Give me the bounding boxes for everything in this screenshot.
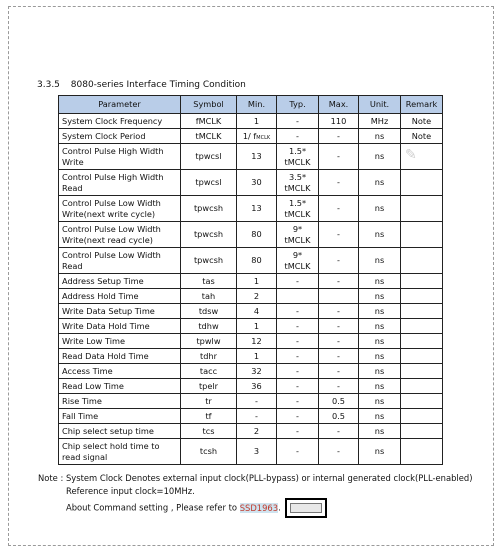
- cell-symbol: tcs: [181, 424, 237, 439]
- timing-table: [58, 95, 443, 465]
- cell-remark: [401, 248, 443, 274]
- cell-param: Control Pulse Low Width Write(next write cycle): [59, 196, 181, 222]
- cell-unit: ns: [359, 196, 401, 222]
- cell-symbol: tr: [181, 394, 237, 409]
- cell-symbol: tdhr: [181, 349, 237, 364]
- cell-remark: [401, 289, 443, 304]
- table-row: [59, 334, 443, 349]
- cell-min: 3: [237, 439, 277, 465]
- cell-remark: [401, 379, 443, 394]
- cell-remark: [401, 349, 443, 364]
- cell-param: Address Setup Time: [59, 274, 181, 289]
- cell-unit: ns: [359, 222, 401, 248]
- table-row: [59, 349, 443, 364]
- cell-param: Address Hold Time: [59, 289, 181, 304]
- cell-unit: ns: [359, 424, 401, 439]
- cell-min: -: [237, 409, 277, 424]
- cell-max: -: [319, 222, 359, 248]
- cell-typ: -: [277, 129, 319, 144]
- cell-min: 2: [237, 289, 277, 304]
- cell-param: Fall Time: [59, 409, 181, 424]
- cell-min: 12: [237, 334, 277, 349]
- cell-max: -: [319, 334, 359, 349]
- cell-remark: [401, 170, 443, 196]
- cell-remark: [401, 439, 443, 465]
- cell-symbol: tpwcsl: [181, 170, 237, 196]
- cell-typ: -: [277, 364, 319, 379]
- cell-max: -: [319, 248, 359, 274]
- cell-min: 80: [237, 248, 277, 274]
- cell-remark: [401, 304, 443, 319]
- cell-min: 36: [237, 379, 277, 394]
- cell-max: -: [319, 196, 359, 222]
- cell-remark: [401, 424, 443, 439]
- cell-typ: -: [277, 304, 319, 319]
- cell-remark: [401, 196, 443, 222]
- cell-symbol: tdsw: [181, 304, 237, 319]
- cell-unit: ns: [359, 129, 401, 144]
- cell-param: Control Pulse Low Width Read: [59, 248, 181, 274]
- table-row: [59, 170, 443, 196]
- cell-param: System Clock Period: [59, 129, 181, 144]
- table-row: [59, 319, 443, 334]
- cell-min: 1: [237, 114, 277, 129]
- cell-typ: -: [277, 334, 319, 349]
- cell-max: [319, 289, 359, 304]
- cell-max: -: [319, 319, 359, 334]
- cell-symbol: tpwcsh: [181, 196, 237, 222]
- cell-symbol: tah: [181, 289, 237, 304]
- section-title: 8080-series Interface Timing Condition: [70, 80, 246, 90]
- embedded-image-thumbnail[interactable]: [285, 498, 327, 518]
- cell-max: 0.5: [319, 409, 359, 424]
- header-symbol: Symbol: [181, 96, 237, 114]
- table-row: [59, 304, 443, 319]
- cell-param: System Clock Frequency: [59, 114, 181, 129]
- header-remark: Remark: [401, 96, 443, 114]
- cell-max: -: [319, 274, 359, 289]
- table-row: [59, 129, 443, 144]
- cell-remark: [401, 394, 443, 409]
- cell-remark: Note: [401, 114, 443, 129]
- cell-typ: -: [277, 274, 319, 289]
- ssd1963-link[interactable]: SSD1963: [239, 502, 279, 513]
- cell-unit: ns: [359, 349, 401, 364]
- table-row: [59, 364, 443, 379]
- cell-param: Control Pulse High Width Write: [59, 144, 181, 170]
- cell-max: -: [319, 129, 359, 144]
- note-line-3-suffix: .: [278, 502, 281, 513]
- cell-max: -: [319, 144, 359, 170]
- header-typ: Typ.: [277, 96, 319, 114]
- cell-min: 13: [237, 196, 277, 222]
- cell-typ: 1.5* tMCLK: [277, 196, 319, 222]
- cell-min: 32: [237, 364, 277, 379]
- cell-param: Write Data Setup Time: [59, 304, 181, 319]
- cell-min: 2: [237, 424, 277, 439]
- cell-unit: ns: [359, 439, 401, 465]
- cell-min: 4: [237, 304, 277, 319]
- section-heading: [37, 80, 246, 90]
- cell-param: Write Data Hold Time: [59, 319, 181, 334]
- cell-unit: ns: [359, 409, 401, 424]
- table-row: [59, 394, 443, 409]
- cell-max: 110: [319, 114, 359, 129]
- table-row: [59, 114, 443, 129]
- cell-unit: ns: [359, 334, 401, 349]
- cell-unit: ns: [359, 394, 401, 409]
- cell-typ: -: [277, 409, 319, 424]
- note-block: [38, 472, 478, 518]
- section-number: 3.3.5: [37, 80, 60, 90]
- cell-min: 1: [237, 274, 277, 289]
- cell-min: -: [237, 394, 277, 409]
- cell-typ: -: [277, 439, 319, 465]
- cell-typ: 9* tMCLK: [277, 248, 319, 274]
- cell-unit: ns: [359, 379, 401, 394]
- note-line-3-prefix: About Command setting , Please refer to: [66, 502, 240, 513]
- cell-symbol: tdhw: [181, 319, 237, 334]
- cell-symbol: tcsh: [181, 439, 237, 465]
- cell-typ: -: [277, 424, 319, 439]
- cell-param: Rise Time: [59, 394, 181, 409]
- cell-remark: [401, 274, 443, 289]
- cell-symbol: tpwcsh: [181, 222, 237, 248]
- cell-typ: -: [277, 319, 319, 334]
- table-row: [59, 222, 443, 248]
- cell-remark: [401, 222, 443, 248]
- cell-param: Control Pulse High Width Read: [59, 170, 181, 196]
- cell-remark: [401, 319, 443, 334]
- cell-remark: [401, 334, 443, 349]
- table-header-row: [59, 96, 443, 114]
- cell-symbol: fMCLK: [181, 114, 237, 129]
- cell-max: 0.5: [319, 394, 359, 409]
- cell-typ: -: [277, 114, 319, 129]
- cell-min: 1/ fMCLK: [237, 129, 277, 144]
- table-row: [59, 379, 443, 394]
- header-min: Min.: [237, 96, 277, 114]
- cell-symbol: tas: [181, 274, 237, 289]
- cell-symbol: tpwcsl: [181, 144, 237, 170]
- cell-param: Write Low Time: [59, 334, 181, 349]
- cell-max: -: [319, 364, 359, 379]
- header-unit: Unit.: [359, 96, 401, 114]
- cell-min: 13: [237, 144, 277, 170]
- table-row: [59, 248, 443, 274]
- table-body: [59, 114, 443, 465]
- cell-param: Control Pulse Low Width Write(next read cycle): [59, 222, 181, 248]
- cell-symbol: tpwcsh: [181, 248, 237, 274]
- cell-max: -: [319, 304, 359, 319]
- cell-symbol: tpwlw: [181, 334, 237, 349]
- table-row: [59, 409, 443, 424]
- table-row: [59, 196, 443, 222]
- header-parameter: Parameter: [59, 96, 181, 114]
- cell-typ: [277, 289, 319, 304]
- cell-symbol: tf: [181, 409, 237, 424]
- cell-max: -: [319, 170, 359, 196]
- cell-remark: Note: [401, 129, 443, 144]
- cell-symbol: tpelr: [181, 379, 237, 394]
- cell-min: 1: [237, 349, 277, 364]
- cell-symbol: tMCLK: [181, 129, 237, 144]
- cell-param: Read Low Time: [59, 379, 181, 394]
- cell-unit: ns: [359, 248, 401, 274]
- cell-typ: -: [277, 379, 319, 394]
- cell-remark: [401, 364, 443, 379]
- cell-param: Chip select hold time to read signal: [59, 439, 181, 465]
- cell-unit: ns: [359, 274, 401, 289]
- cell-param: Read Data Hold Time: [59, 349, 181, 364]
- table-row: [59, 424, 443, 439]
- cell-max: -: [319, 349, 359, 364]
- note-line-1: Note : System Clock Denotes external input clock(PLL-bypass) or internal generated clock(PLL-enabled): [38, 473, 473, 483]
- table-row: [59, 439, 443, 465]
- cell-unit: ns: [359, 319, 401, 334]
- cell-min: 80: [237, 222, 277, 248]
- table-row: [59, 274, 443, 289]
- cell-min: 30: [237, 170, 277, 196]
- header-max: Max.: [319, 96, 359, 114]
- cell-max: -: [319, 439, 359, 465]
- cell-symbol: tacc: [181, 364, 237, 379]
- cell-unit: ns: [359, 364, 401, 379]
- cell-unit: ns: [359, 304, 401, 319]
- cell-typ: -: [277, 349, 319, 364]
- table-row: [59, 144, 443, 170]
- cell-remark: [401, 409, 443, 424]
- cell-unit: ns: [359, 144, 401, 170]
- watermark-mark: ✎: [405, 147, 417, 163]
- cell-param: Access Time: [59, 364, 181, 379]
- cell-max: -: [319, 379, 359, 394]
- cell-max: -: [319, 424, 359, 439]
- cell-min: 1: [237, 319, 277, 334]
- note-line-3: [38, 498, 478, 518]
- cell-unit: MHz: [359, 114, 401, 129]
- cell-typ: -: [277, 394, 319, 409]
- min-subscript: MCLK: [256, 134, 271, 141]
- table-row: [59, 289, 443, 304]
- cell-typ: 3.5* tMCLK: [277, 170, 319, 196]
- cell-unit: ns: [359, 289, 401, 304]
- note-line-2: Reference input clock=10MHz.: [66, 486, 195, 497]
- cell-typ: 1.5* tMCLK: [277, 144, 319, 170]
- cell-unit: ns: [359, 170, 401, 196]
- cell-typ: 9* tMCLK: [277, 222, 319, 248]
- cell-param: Chip select setup time: [59, 424, 181, 439]
